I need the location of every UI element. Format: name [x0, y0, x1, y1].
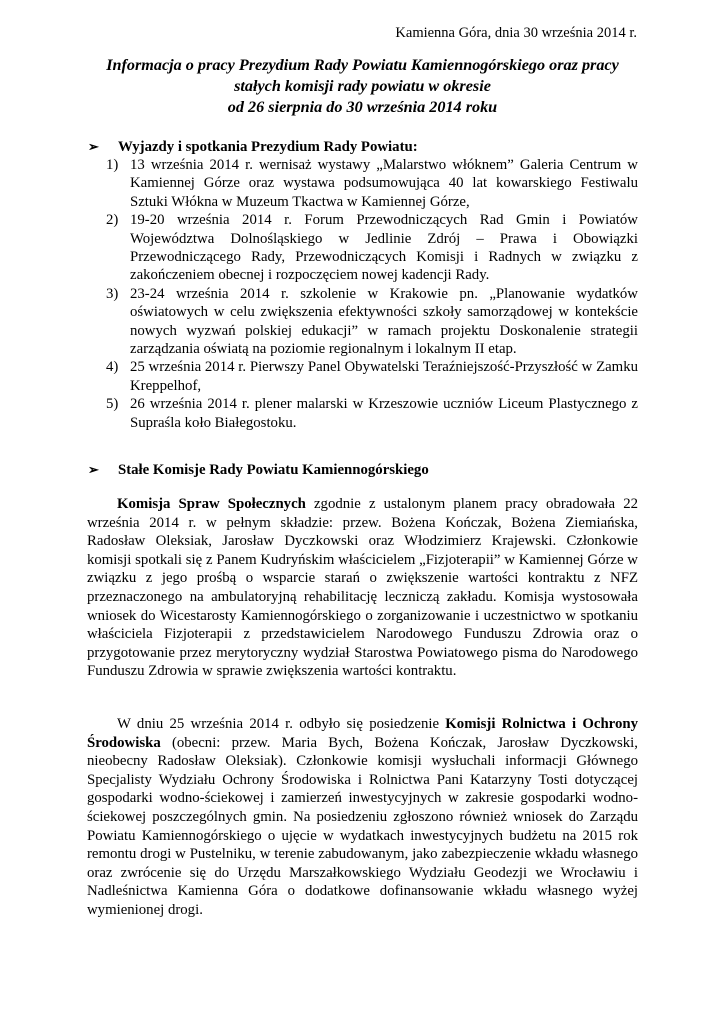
committee-name: Komisji Rolnictwa i Ochrony Środowiska: [87, 716, 639, 751]
list-item-text: 19-20 września 2014 r. Forum Przewodniczących Rad Gmin i Powiatów Województwa Dolnośląskiego w Jedlinie Zdrój – Prawa i Obowiązki Przewodniczącego Rady, Przewodniczących Komisji i Radnych w związku z zakończeniem obecnej i rozpoczęciem nowej kadencji Rady.: [130, 212, 638, 284]
list-item: [106, 211, 638, 285]
list-item-text: 26 września 2014 r. plener malarski w Krzeszowie uczniów Liceum Plastycznego z Supraśla koło Białegostoku.: [130, 396, 638, 431]
list-item: [106, 156, 638, 211]
section-heading-committees: [88, 460, 429, 480]
list-item: [106, 358, 638, 395]
title-line-2: stałych komisji rady powiatu w okresie: [234, 77, 491, 95]
paragraph-agriculture-committee: [87, 715, 638, 920]
list-item-number: 3): [106, 285, 119, 302]
list-item-number: 5): [106, 396, 119, 413]
title-line-3: od 26 sierpnia do 30 września 2014 roku: [227, 98, 498, 116]
section-heading-text: Wyjazdy i spotkania Prezydium Rady Powiatu:: [118, 139, 418, 155]
list-item-number: 1): [106, 157, 119, 173]
section-heading-trips: [88, 137, 418, 157]
paragraph-social-committee: [87, 495, 638, 681]
list-item: [106, 285, 638, 359]
list-item-text: 23-24 września 2014 r. szkolenie w Krakowie pn. „Planowanie wydatków oświatowych w celu zwiększenia efektywności szkoły samorządowej w kontekście nowych wyzwań polskiej edukacji” w ramach projektu Doskonalenie strategii zarządzania oświatą na poziomie regionalnym i lokalnym II etap.: [130, 285, 638, 358]
document-title: [40, 55, 685, 118]
arrow-bullet-icon: ➢: [88, 462, 99, 477]
title-line-1: Informacja o pracy Prezydium Rady Powiatu Kamiennogórskiego oraz pracy: [106, 56, 619, 74]
arrow-bullet-icon: ➢: [88, 139, 99, 154]
trips-list: [106, 156, 638, 432]
list-item-number: 2): [106, 212, 119, 229]
list-item-text: 13 września 2014 r. wernisaż wystawy „Malarstwo włóknem” Galeria Centrum w Kamiennej Górze oraz wystawa podsumowująca 40 lat kowarskiego Festiwalu Sztuki Włókna w Muzeum Tkactwa w Kamiennej Górze,: [130, 157, 638, 210]
section-heading-text: Stałe Komisje Rady Powiatu Kamiennogórskiego: [118, 462, 429, 478]
date-line: Kamienna Góra, dnia 30 września 2014 r.: [395, 25, 637, 41]
list-item: [106, 395, 638, 432]
paragraph-text-before: W dniu 25 września 2014 r. odbyło się posiedzenie: [117, 716, 446, 732]
committee-name: Komisja Spraw Społecznych: [117, 496, 306, 512]
paragraph-text-after: (obecni: przew. Maria Bych, Bożena Kończak, Jarosław Dyczkowski, nieobecny Radosław Oleksiak). Członkowie komisji wysłuchali informacji Głównego Specjalisty Wydziału Ochrony Środowiska i Rolnictwa Pani Katarzyny Tosti dotyczącej gospodarki wodno-ściekowej i zamierzeń inwestycyjnych w zakresie gospodarki wodno-ściekowej poszczególnych gmin. Na posiedzeniu zgłoszono również wniosek do Zarządu Powiatu Kamiennogórskiego o ujęcie w wydatkach inwestycyjnych budżetu na 2015 rok remontu drogi w Pustelniku, w terenie zabudowanym, jako zabezpieczenie wkładu własnego oraz zwrócenie się do Urzędu Marszałkowskiego Wydziału Geodezji we Wrocławiu i Nadleśnictwa Kamienna Góra o dodatkowe dofinansowanie wkładu własnego wyżej wymienionej drogi.: [87, 734, 638, 918]
paragraph-text: zgodnie z ustalonym planem pracy obradowała 22 września 2014 r. w pełnym składzie: przew. Bożena Kończak, Bożena Ziemiańska, Radosław Oleksiak, Jarosław Dyczkowski oraz Włodzimierz Krajewski. Członkowie komisji spotkali się z Panem Kudryńskim właścicielem „Fizjoterapii” w Kamiennej Górze w związku z jego prośbą o wsparcie starań o zwiększenie wartości kontraktu z NFZ przeznaczonego na ambulatoryjną rehabilitację leczniczą zakładu. Komisja wystosowała wniosek do Wicestarosty Kamiennogórskiego o zorganizowanie i uczestnictwo w spotkaniu właściciela Fizjoterapii z przedstawicielem Narodowego Funduszu Zdrowia oraz o przygotowanie przez merytoryczny wydział Starostwa Powiatowego pisma do Narodowego Funduszu Zdrowia w sprawie zwiększenia wartości kontraktu.: [87, 496, 638, 680]
list-item-text: 25 września 2014 r. Pierwszy Panel Obywatelski Teraźniejszość-Przyszłość w Zamku Kreppelhof,: [130, 359, 638, 394]
list-item-number: 4): [106, 359, 119, 376]
